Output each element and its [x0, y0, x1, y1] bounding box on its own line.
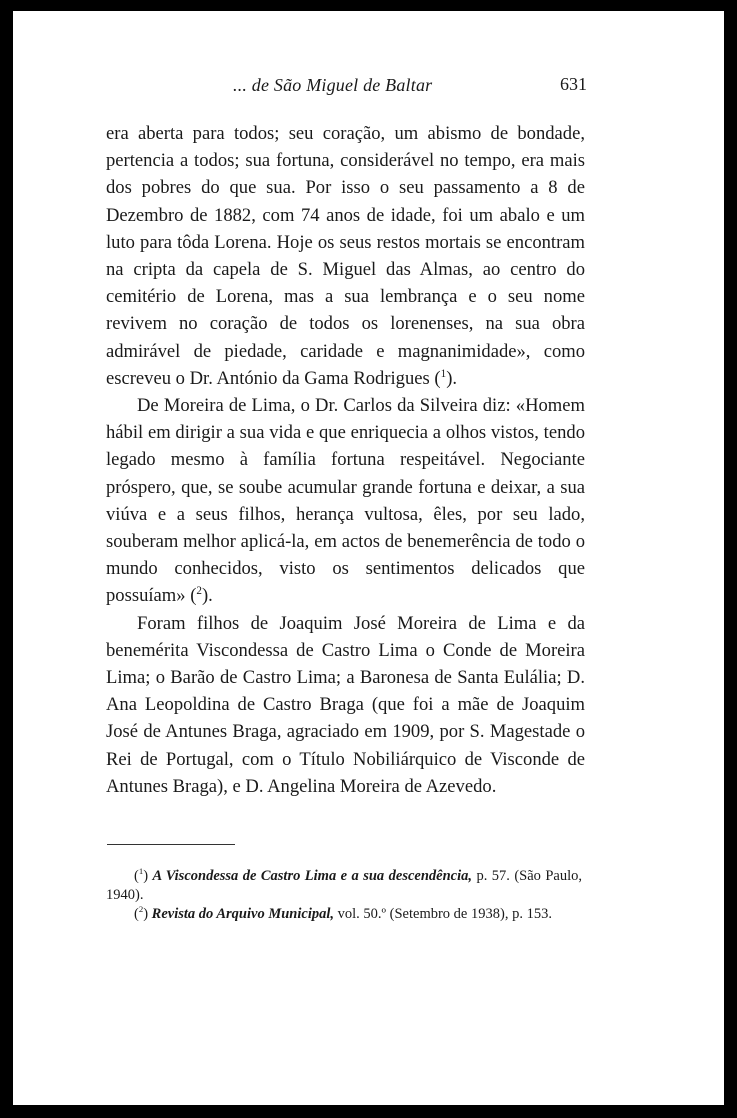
- footnote-1: ($^1$) A Viscondessa de Castro Lima e a sua descendência, p. 57. (São Paulo, 1940).: [106, 866, 583, 903]
- footnote-2: ($^2$) Revista do Arquivo Municipal, vol. 50.º (Setembro de 1938), p. 153.: [134, 904, 552, 922]
- paragraph-3: Foram filhos de Joaquim José Moreira de Lima e da benemérita Viscondessa de Castro Lima o Conde de Moreira Lima; o Barão de Castro Lima; a Baronesa de Santa Eulália; D. Ana Leopoldina de Castro Braga (que foi a mãe de Joaquim José de Antunes Braga, agraciado em 1909, por S. Magestade o Rei de Portugal, com o Título Nobiliárquico de Visconde de Antunes Braga), e D. Angelina Moreira de Azevedo.: [106, 612, 585, 797]
- footnote-ref-2: 2: [196, 585, 202, 598]
- footnote-1-title: A Viscondessa de Castro Lima e a sua descendência,: [152, 868, 472, 884]
- running-head: ... de São Miguel de Baltar: [233, 75, 433, 95]
- footnote-1-rest: p. 57. (São Paulo, 1940).: [106, 868, 583, 903]
- footnote-1-marker: 1: [138, 866, 144, 877]
- body-text: [106, 120, 585, 800]
- paragraph-1: era aberta para todos; seu coração, um abismo de bondade, pertencia a todos; sua fortuna, considerável no tempo, era mais dos pobres do que sua. Por isso o seu passamento a 8 de Dezembro de 1882, com 74 anos de idade, foi um abalo e um luto para tôda Lorena. Hoje os seus restos mortais se encontram na cripta da capela de S. Miguel das Almas, ao centro do cemitério de Lorena, mas a sua lembrança e o seu nome revivem no coração de todos os lorenenses, na sua obra admirável de piedade, caridade e magnanimidade», como escreveu o Dr. António da Gama Rodrigues ($^1$).: [106, 123, 585, 389]
- page-number: 631: [560, 74, 587, 94]
- footnote-ref-1: 1: [440, 367, 447, 380]
- paragraph-2-text: De Moreira de Lima, o Dr. Carlos da Silveira diz: «Homem hábil em dirigir a sua vida e que enriquecia a olhos vistos, tendo legado mesmo à família fortuna respeitável. Negociante próspero, que, se soube acumular grande fortuna e deixar, a sua viúva e a seus filhos, herança vultosa, êles, por seu lado, souberam melhor aplicá-la, em actos de benemerência de todo o mundo conhecidos, visto os sentimentos delicados que possuíam»: [106, 395, 585, 607]
- paragraph-2: De Moreira de Lima, o Dr. Carlos da Silveira diz: «Homem hábil em dirigir a sua vida e que enriquecia a olhos vistos, tendo legado mesmo à família fortuna respeitável. Negociante próspero, que, se soube acumular grande fortuna e deixar, a sua viúva e a seus filhos, herança vultosa, êles, por seu lado, souberam melhor aplicá-la, em actos de benemerência de todo o mundo conhecidos, visto os sentimentos delicados que possuíam» ($^2$).: [106, 395, 585, 607]
- footnotes: [106, 867, 582, 924]
- book-page: [13, 11, 724, 1105]
- footnote-separator: [107, 844, 235, 845]
- footnote-2-marker: 2: [138, 904, 144, 915]
- paragraph-1-text: era aberta para todos; seu coração, um abismo de bondade, pertencia a todos; sua fortuna, considerável no tempo, era mais dos pobres do que sua. Por isso o seu passamento a 8 de Dezembro de 1882, com 74 anos de idade, foi um abalo e um luto para tôda Lorena. Hoje os seus restos mortais se encontram na cripta da capela de S. Miguel das Almas, ao centro do cemitério de Lorena, mas a sua lembrança e o seu nome revivem no coração de todos os lorenenses, na sua obra admirável de piedade, caridade e magnanimidade», como escreveu o Dr. António da Gama Rodrigues: [106, 123, 585, 389]
- footnote-2-rest: vol. 50.º (Setembro de 1938), p. 153.: [334, 906, 552, 922]
- footnote-2-title: Revista do Arquivo Municipal,: [151, 906, 334, 922]
